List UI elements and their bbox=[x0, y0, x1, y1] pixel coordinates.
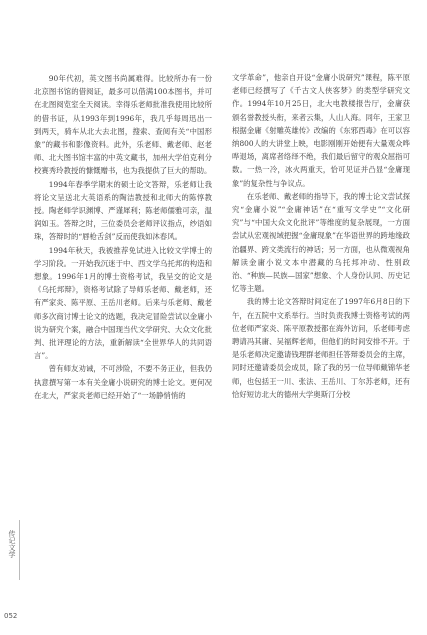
paragraph: 1994年秋天，我被推荐免试进入比较文学博士的学习阶段。一开始我沉迷于中、西文学乌托邦的构造和想象。1996年1月的博士资格考试，我呈交的论文是《乌托邦辩》，资格考试除了导师乐老师、戴老师，还有严家炎、陈平原、王岳川老师。后来与乐老师、戴老师多次商讨博士论文的选题，我决定冒险尝试以金庸小说为研究个案，融合中国现当代文学研究、大众文化批判、批评理论的方法，重新解读“全世界华人的共同语言”。 bbox=[34, 245, 212, 361]
side-rule-divider bbox=[19, 520, 20, 580]
paragraph: 我的博士论文答辩时间定在了1997年6月8日的下午，在五院中文系举行。当时负责我博士资格考试的两位老师严家炎、陈平原教授都在海外访问，乐老师考虑聘请冯其庸、吴福辉老师，但他们的时间安排不开。于是乐老师决定邀请钱理群老师担任答辩委员会的主席，同时还邀请委员会成员，除了我的另一位导师戴锦华老师，也包括王一川、张法、王岳川、丁尔苏老师，还有恰好短访北大的德州大学奥斯汀分校 bbox=[232, 297, 410, 399]
journal-side-label: 传记文学 bbox=[8, 530, 16, 558]
paragraph: 曾有师友劝诫，不可涉险，不要不务正业，但我仍执意撰写第一本有关金庸小说研究的博士论文。更何况在北大，严家炎老师已经开始了“一场静悄悄的 bbox=[34, 364, 212, 400]
paragraph: 1994年春季学期末的硕士论文答辩，乐老师让我将论文呈送北大英语系的陶洁教授和北师大的陈惇教授。陶老师学识渊博、严谨犀利；陈老师儒雅可亲，温润如玉。答辩之时，三位委员会老师评议指点，纱语如珠，答辩时的“唇枪舌剑”反而使我如沐春风。 bbox=[34, 179, 212, 242]
right-text-column bbox=[232, 71, 410, 401]
paragraph: 在乐老师、戴老师的指导下，我的博士论文尝试探究“金庸小说”“金庸神话”在“重写文学史”“文化研究”与“中国大众文化批评”等维度的复杂展现，一方面尝试从宏观视域把握“金庸现象”在华语世界的跨地缘政治疆界、跨文类流行的神话；另一方面，也从微观视角解读金庸小说文本中潜藏的乌托邦冲动、性别政治、“种族—民族—国家”想象、个人身份认同、历史记忆等主题。 bbox=[232, 191, 410, 294]
page-number: 052 bbox=[4, 612, 18, 620]
left-text-column bbox=[34, 72, 212, 402]
paragraph: 90年代初，英文图书尚属难得。比较所办有一份北京图书馆的借阅证，最多可以借满100本图书，并可在北图阅览室全天阅读。幸得乐老师批准我使用比较所的借书证，从1993年到1996年，我几乎每周迅出一到两天，骑车从北大去北图，搜索、查阅有关“中国形象”的藏书和影像资料。此外，乐老师、戴老师、赵老师、北大图书馆丰富的中英文藏书，加州大学伯克利分校赛秀玲教授的慷慨赠书，也为我提供了巨大的帮助。 bbox=[34, 74, 212, 176]
paragraph: 文学革命”，他亲自开设“金庸小说研究”课程，陈平原老师已经撰写了《千古文人侠客梦》的类型学研究文作。1994年10月25日，北大电教楼报告厅，金庸获颁名誉教授头衔，来者云集，人山人海。同年，王家卫根据金庸《射雕英雄传》改编的《东邪西毒》在可以容纳800人的大讲堂上映，电影刚刚开始便有大量观众哗哗退场，离席者络绎不绝，我们最后留守的观众屈指可数。一热一冷，冰火两重天，恰可见证并凸显“金庸现象”的复杂性与争议点。 bbox=[232, 73, 410, 188]
